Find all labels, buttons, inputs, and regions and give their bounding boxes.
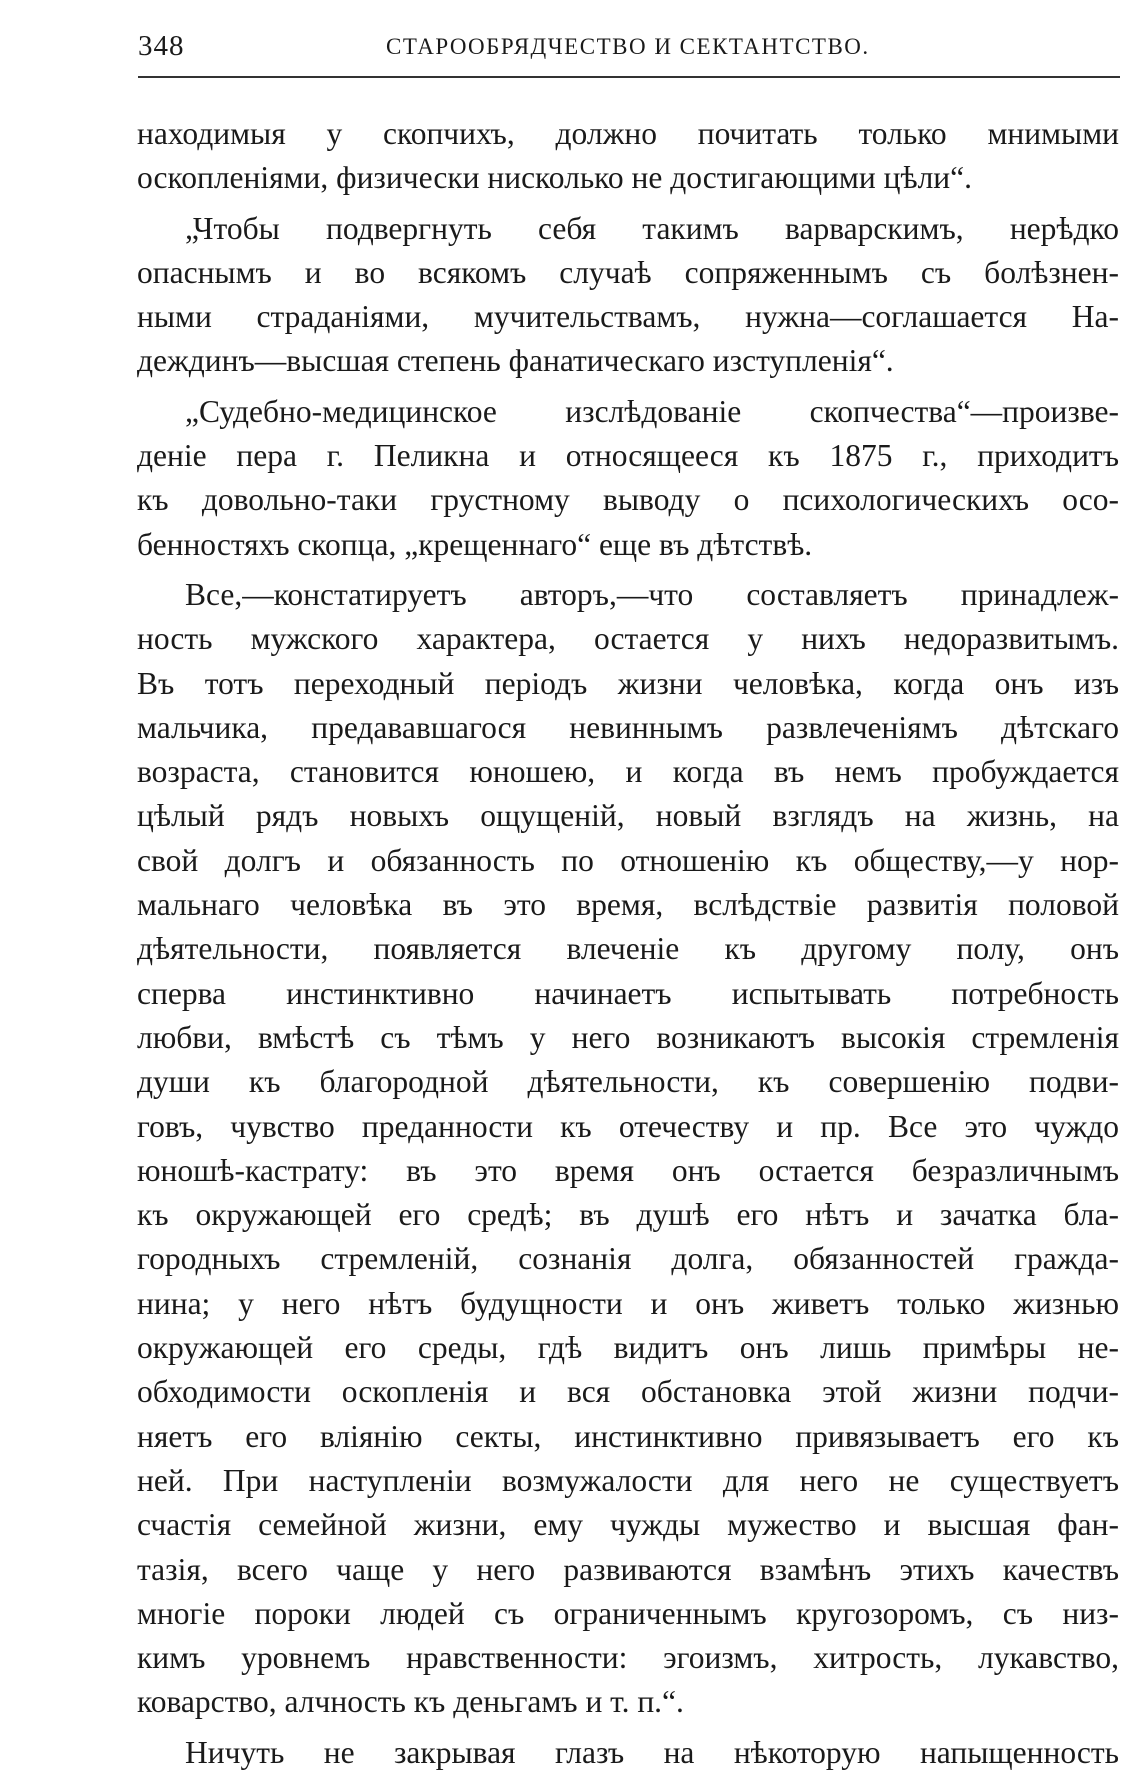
text-line: бенностяхъ скопца, „крещеннаго“ еще въ дѣтствѣ. xyxy=(137,526,813,562)
text-line: городныхъ стремленій, сознанія долга, обязанностей гражда- xyxy=(137,1241,1119,1277)
text-line: опаснымъ и во всякомъ случаѣ сопряженнымъ съ болѣзнен- xyxy=(137,254,1119,290)
text-line: обходимости оскопленія и вся обстановка этой жизни подчи- xyxy=(137,1374,1119,1410)
page-number: 348 xyxy=(138,30,185,62)
text-line: „Судебно-медицинское изслѣдованіе скопчества“—произве- xyxy=(185,393,1119,429)
text-line: „Чтобы подвергнуть себя такимъ варварскимъ, нерѣдко xyxy=(185,210,1119,246)
text-line: ней. При наступленіи возмужалости для него не существуетъ xyxy=(137,1462,1119,1498)
running-title: СТАРООБРЯДЧЕСТВО И СЕКТАНТСТВО. xyxy=(386,34,870,59)
text-line: няетъ его вліянію секты, инстинктивно привязываетъ его къ xyxy=(137,1418,1119,1454)
paragraph xyxy=(137,1731,1119,1775)
text-line: счастія семейной жизни, ему чужды мужество и высшая фан- xyxy=(137,1507,1119,1543)
text-line: юношѣ-кастрату: въ это время онъ остается безразличнымъ xyxy=(137,1152,1119,1188)
text-line: души къ благородной дѣятельности, къ совершенію подви- xyxy=(137,1064,1119,1100)
paragraph xyxy=(137,112,1119,201)
text-line: кимъ уровнемъ нравственности: эгоизмъ, хитрость, лукавство, xyxy=(137,1640,1119,1676)
text-line: оскопленіями, физически нисколько не достигающими цѣли“. xyxy=(137,160,972,196)
header-rule xyxy=(138,76,1120,78)
text-line: тазія, всего чаще у него развиваются взамѣнъ этихъ качествъ xyxy=(137,1551,1119,1587)
text-line: Ничуть не закрывая глазъ на нѣкоторую напыщенность xyxy=(185,1734,1119,1770)
text-line: къ окружающей его средѣ; въ душѣ его нѣтъ и зачатка бла- xyxy=(137,1197,1119,1233)
text-line: мальнаго человѣка въ это время, вслѣдствіе развитія половой xyxy=(137,887,1119,923)
paragraph xyxy=(137,573,1119,1725)
text-line: ными страданіями, мучительствамъ, нужна—соглашается На- xyxy=(137,299,1119,335)
text-line: свой долгъ и обязанность по отношенію къ обществу,—у нор- xyxy=(137,842,1119,878)
text-line: любви, вмѣстѣ съ тѣмъ у него возникаютъ высокія стремленія xyxy=(137,1019,1119,1055)
text-line: деждинъ—высшая степень фанатическаго изступленія“. xyxy=(137,343,894,379)
text-line: коварство, алчность къ деньгамъ и т. п.“. xyxy=(137,1684,684,1720)
text-line: ность мужского характера, остается у нихъ недоразвитымъ. xyxy=(137,621,1119,657)
text-line: къ довольно-таки грустному выводу о психологическихъ осо- xyxy=(137,482,1119,518)
paragraph xyxy=(137,207,1119,384)
text-line: мальчика, предававшагося невиннымъ развлеченіямъ дѣтскаго xyxy=(137,709,1119,745)
text-line: сперва инстинктивно начинаетъ испытывать потребность xyxy=(137,975,1119,1011)
text-line: цѣлый рядъ новыхъ ощущеній, новый взглядъ на жизнь, на xyxy=(137,798,1119,834)
text-line: дѣятельности, появляется влеченіе къ другому полу, онъ xyxy=(137,931,1119,967)
text-line: возраста, становится юношею, и когда въ немъ пробуждается xyxy=(137,754,1119,790)
text-line: деніе пера г. Пеликна и относящееся къ 1875 г., приходитъ xyxy=(137,438,1119,474)
text-line: нина; у него нѣтъ будущности и онъ живетъ только жизнью xyxy=(137,1285,1119,1321)
running-head xyxy=(138,30,1118,70)
text-line: Все,—констатируетъ авторъ,—что составляетъ принадлеж- xyxy=(185,576,1119,612)
text-line: многіе пороки людей съ ограниченнымъ кругозоромъ, съ низ- xyxy=(137,1595,1119,1631)
text-line: окружающей его среды, гдѣ видитъ онъ лишь примѣры не- xyxy=(137,1330,1119,1366)
text-line: говъ, чувство преданности къ отечеству и пр. Все это чуждо xyxy=(137,1108,1119,1144)
paragraph xyxy=(137,390,1119,567)
text-line: находимыя у скопчихъ, должно почитать только мнимыми xyxy=(137,116,1119,151)
body-text xyxy=(137,112,1119,1775)
text-line: Въ тотъ переходный періодъ жизни человѣка, когда онъ изъ xyxy=(137,665,1119,701)
